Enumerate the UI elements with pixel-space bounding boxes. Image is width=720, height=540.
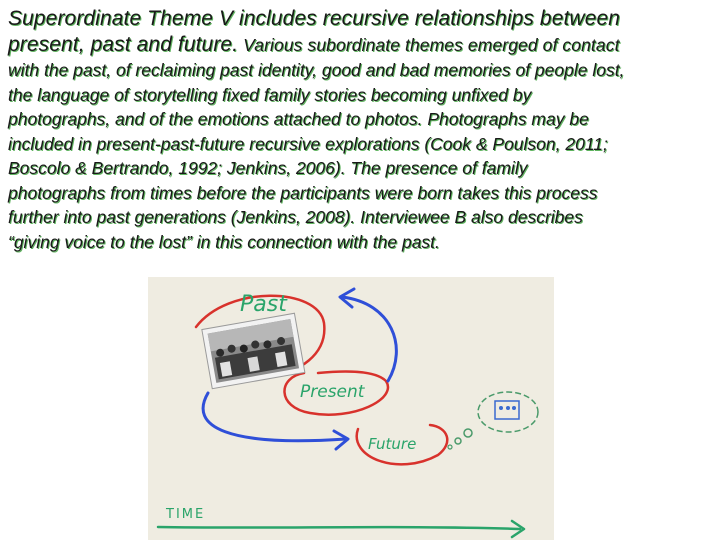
time-label: TIME <box>166 507 206 522</box>
body-line: Boscolo & Bertrando, 1992; Jenkins, 2006). The presence of family <box>8 158 528 178</box>
present-label: Present <box>300 382 365 402</box>
lead-text <box>8 6 720 58</box>
lead-line-2 <box>8 32 720 58</box>
diagram-svg <box>148 277 554 540</box>
body-line: further into past generations (Jenkins, 2008). Interviewee B also describes <box>8 207 583 227</box>
past-label: Past <box>240 292 287 317</box>
body-line: with the past, of reclaiming past identity, good and bad memories of people lost, <box>8 60 625 80</box>
lead-line-1: Superordinate Theme V includes recursive relationships between <box>8 7 621 30</box>
body-line: included in present-past-future recursive explorations (Cook & Poulson, 2011; <box>8 133 608 154</box>
slide-text <box>8 6 720 254</box>
body-line: the language of storytelling fixed family stories becoming unfixed by <box>8 84 532 105</box>
body-paragraph <box>8 58 720 254</box>
paper-background <box>148 277 554 540</box>
lead-line-2-start: present, past and future. <box>8 33 239 56</box>
future-label: Future <box>368 435 417 453</box>
hand-drawn-diagram-photo <box>148 277 554 540</box>
body-line: photographs, and of the emotions attached to photos. Photographs may be <box>8 109 589 129</box>
body-line: “giving voice to the lost” in this connection with the past. <box>8 231 440 252</box>
body-line: photographs from times before the participants were born takes this process <box>8 182 598 203</box>
lead-line-2-rest: Various subordinate themes emerged of contact <box>238 35 620 55</box>
